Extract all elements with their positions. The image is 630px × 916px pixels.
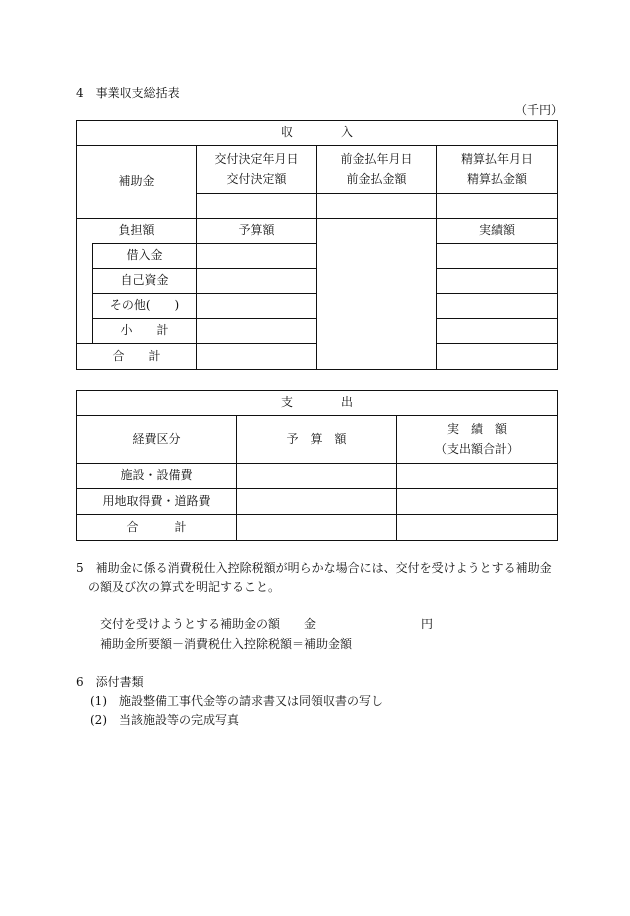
row-facility-actual — [397, 464, 558, 489]
row-subtotal-actual — [437, 319, 558, 344]
section-5-line1: 5 補助金に係る消費税仕入控除税額が明らかな場合には、交付を受けようとする補助金 — [76, 561, 552, 575]
row-expense-total-label: 合 計 — [77, 515, 237, 541]
settlement-payment-header: 精算払年月日 精算払金額 — [437, 146, 558, 194]
expense-header: 支 出 — [77, 391, 558, 416]
row-other-actual — [437, 294, 558, 319]
row-land-label: 用地取得費・道路費 — [77, 489, 237, 515]
row-loan-budget — [197, 244, 317, 269]
indent-spacer — [77, 244, 93, 344]
row-land-budget — [237, 489, 397, 515]
row-facility-label: 施設・設備費 — [77, 464, 237, 489]
expense-actual-label: 実 績 額 （支出額合計） — [397, 416, 558, 464]
row-total-label: 合 計 — [77, 344, 197, 370]
actual-label: 実績額 — [437, 219, 558, 244]
grant-decision-cell — [197, 194, 317, 219]
row-total-actual — [437, 344, 558, 370]
category-label: 経費区分 — [77, 416, 237, 464]
advance-payment-header: 前金払年月日 前金払金額 — [317, 146, 437, 194]
section-4-heading: 4 事業収支総括表 — [76, 86, 180, 100]
row-loan-actual — [437, 244, 558, 269]
settlement-payment-cell — [437, 194, 558, 219]
formula-amount-label: 交付を受けようとする補助金の額 金 — [100, 617, 317, 631]
row-subtotal-label: 小 計 — [93, 319, 197, 344]
budget-label: 予算額 — [197, 219, 317, 244]
expense-budget-label: 予 算 額 — [237, 416, 397, 464]
row-total-budget — [197, 344, 317, 370]
unit-label: （千円） — [515, 103, 564, 117]
row-facility-budget — [237, 464, 397, 489]
row-own-funds-budget — [197, 269, 317, 294]
section-6-heading: 6 添付書類 — [76, 675, 144, 689]
row-other-label: その他( ) — [93, 294, 197, 319]
subsidy-label: 補助金 — [77, 146, 197, 219]
grant-decision-header: 交付決定年月日 交付決定額 — [197, 146, 317, 194]
expense-table — [76, 390, 558, 541]
row-own-funds-label: 自己資金 — [93, 269, 197, 294]
formula-calculation: 補助金所要額－消費税仕入控除税額＝補助金額 — [100, 637, 353, 651]
row-expense-total-budget — [237, 515, 397, 541]
advance-payment-cell — [317, 194, 437, 219]
income-header: 収 入 — [77, 121, 558, 146]
attachment-item: (2) 当該施設等の完成写真 — [90, 713, 239, 727]
formula-amount-unit: 円 — [421, 617, 434, 631]
row-expense-total-actual — [397, 515, 558, 541]
row-other-budget — [197, 294, 317, 319]
row-loan-label: 借入金 — [93, 244, 197, 269]
row-land-actual — [397, 489, 558, 515]
row-own-funds-actual — [437, 269, 558, 294]
blank-merged-cell — [317, 219, 437, 370]
income-table — [76, 120, 558, 370]
burden-label: 負担額 — [77, 219, 197, 244]
attachment-item: (1) 施設整備工事代金等の請求書又は同領収書の写し — [90, 694, 384, 708]
row-subtotal-budget — [197, 319, 317, 344]
section-5-line2: の額及び次の算式を明記すること。 — [88, 580, 281, 594]
